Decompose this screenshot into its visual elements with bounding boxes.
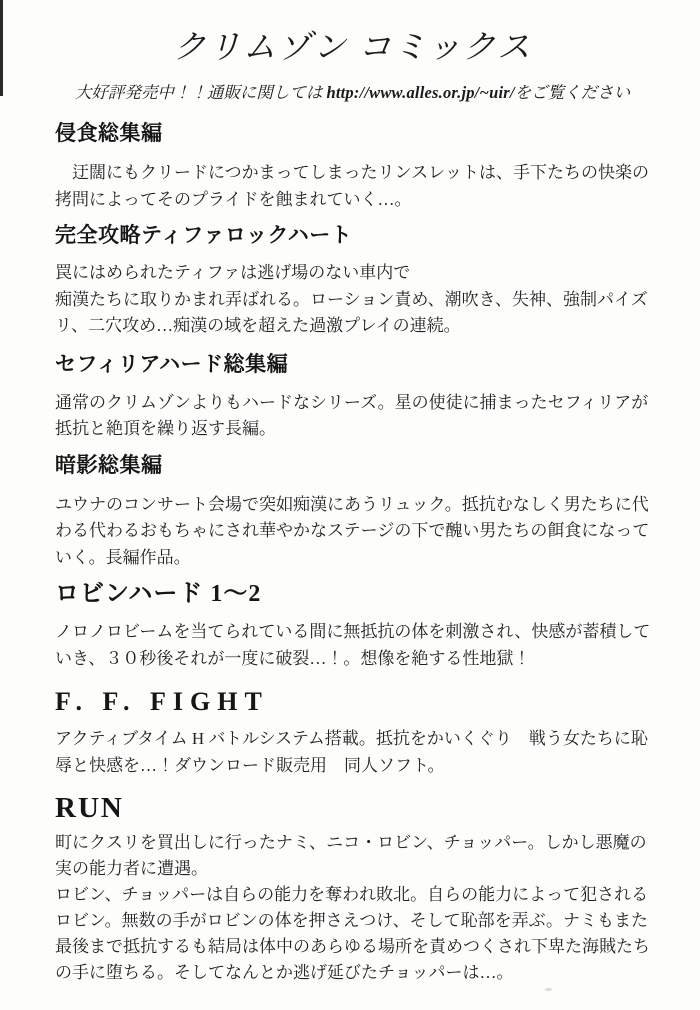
section-heading-robin-hard: ロビンハード 1～2 <box>55 581 262 607</box>
availability-note <box>55 81 650 105</box>
body-line: 辱と快感を…！ダウンロード販売用 同人ソフト。 <box>55 755 445 775</box>
page-title: クリムゾン コミックス <box>172 30 533 66</box>
section-body <box>55 619 650 672</box>
section-body <box>55 160 650 213</box>
section-heading-run: RUN <box>55 792 124 824</box>
body-line: 拷問によってそのプライドを蝕まれていく…。 <box>55 189 412 209</box>
body-line: 町にクスリを買出しに行ったナミ、ニコ・ロビン、チョッパー。しかし悪魔の <box>55 833 647 852</box>
section-body <box>55 726 650 779</box>
section-run <box>55 791 650 986</box>
body-line: 通常のクリムゾンよりもハードなシリーズ。星の使徒に捕まったセフィリアが <box>55 392 649 412</box>
body-line: 迂闊にもクリードにつかまってしまったリンスレットは、手下たちの快楽の <box>55 163 649 182</box>
body-line: ロビン、チョッパーは自らの能力を奪われ敗北。自らの能力によって犯される <box>55 885 649 904</box>
availability-note-suffix: をご覧ください <box>514 83 631 102</box>
section-tifa <box>55 222 650 340</box>
body-line: の手に堕ちる。そしてなんとか逃げ延びたチョッパーは…。 <box>55 963 514 982</box>
body-line: いく。長編作品。 <box>55 547 191 567</box>
body-line: ロビン。無数の手がロビンの体を押さえつけ、そして恥部を弄ぶ。ナミもまた <box>55 911 648 930</box>
body-line: ノロノロビームを当てられている間に無抵抗の体を刺激され、快感が蓄積して <box>55 622 651 641</box>
body-line: ユウナのコンサート会場で突如痴漢にあうリュック。抵抗むなしく男たちに代 <box>55 494 649 514</box>
body-line: アクティブタイム H バトルシステム搭載。抵抗をかいくぐり 戦う女たちに恥 <box>55 729 648 748</box>
section-heading-shinshoku: 侵食総集編 <box>55 122 163 145</box>
section-ff-fight <box>55 686 650 779</box>
body-line: 痴漢たちに取りかまれ弄ばれる。ローション責め、潮吹き、失神、強制パイズ <box>55 289 648 309</box>
section-body <box>55 390 650 443</box>
body-line: リ、二穴攻め…痴漢の域を超えた過激プレイの連続。 <box>55 316 461 335</box>
section-heading-sephiria: セフィリアハード総集編 <box>55 352 289 376</box>
scan-edge-artifact <box>0 0 3 96</box>
section-heading-ff-fight: F. F. FIGHT <box>55 687 269 716</box>
availability-note-prefix: 大好評発売中！！通販に関しては <box>74 83 327 102</box>
body-line: 罠にはめられたティファは逃げ場のない車内で <box>55 263 411 282</box>
section-robin-hard <box>55 579 650 672</box>
scan-speck-artifact <box>545 988 552 991</box>
section-body <box>55 260 650 340</box>
shop-url-text: http://www.alles.or.jp/~uir/ <box>326 83 515 102</box>
body-line: 実の能力者に遭遇。 <box>55 859 208 878</box>
section-heading-tifa: 完全攻略ティファロックハート <box>55 224 353 247</box>
section-body <box>55 830 650 986</box>
section-heading-anei: 暗影総集編 <box>55 453 163 477</box>
body-line: 抵抗と絶頂を繰り返す長編。 <box>55 419 276 438</box>
section-anei <box>55 452 650 572</box>
body-line: いき、３０秒後それが一度に破裂…！。想像を絶する性地獄！ <box>55 648 531 668</box>
section-body <box>55 492 650 572</box>
body-line: わる代わるおもちゃにされ華やかなステージの下で醜い男たちの餌食になって <box>55 521 650 540</box>
section-sephiria <box>55 351 650 443</box>
section-shinshoku <box>55 120 650 213</box>
body-line: 最後まで抵抗するも結局は体中のあらゆる場所を責めつくされ下卑た海賊たち <box>55 937 650 956</box>
